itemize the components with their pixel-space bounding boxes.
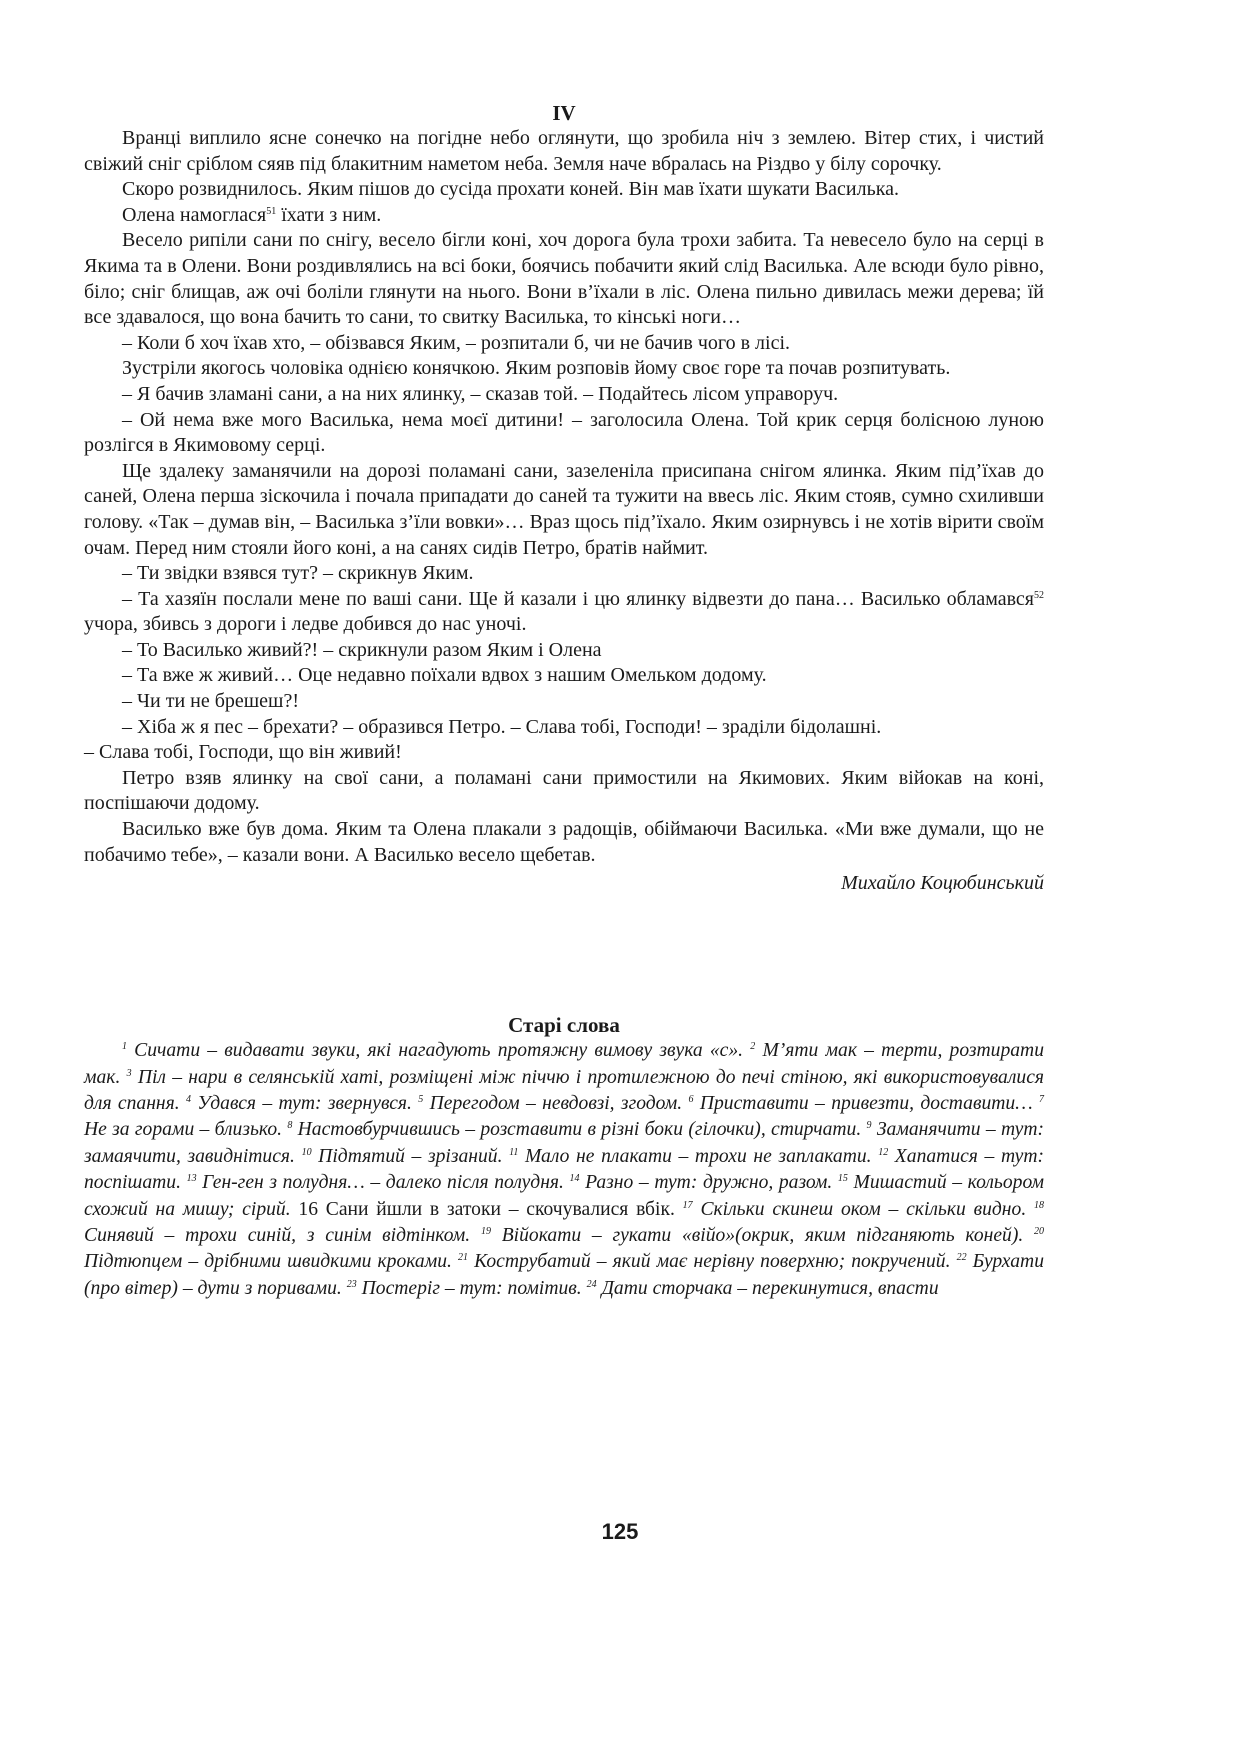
glossary-entry: Підтятий – зрізаний. [311,1145,510,1167]
glossary-entry: Дати сторчака – перекинутися, впасти [596,1277,939,1299]
glossary-text [84,1038,1044,1302]
paragraph-text: учора, збивсь з дороги і ледве добився до нас уночі. [84,613,527,636]
glossary-entry: Підтюпцем – дрібними швидкими кроками. [84,1251,459,1273]
glossary-entry: Постеріг – тут: помітив. [356,1277,587,1299]
glossary-number: 13 [186,1173,197,1185]
glossary-entry: Мишастий – кольором схожий на мишу; сірий. [84,1172,1044,1220]
glossary-number: 15 [837,1173,848,1185]
glossary-number: 2 [750,1041,756,1053]
paragraph-text: – Та хазяїн послали мене по ваші сани. Ще й казали і цю ялинку відвезти до пана… Василько обламався [122,587,1034,610]
glossary-entry: Хапатися – тут: поспішати. [84,1145,1044,1194]
author-signature: Михайло Коцюбинський [841,872,1044,895]
paragraph: – Чи ти не брешеш?! [122,690,299,713]
glossary-heading: Старі слова [508,1013,620,1038]
paragraph: – То Василько живий?! – скрикнули разом Яким і Олена [122,638,602,661]
glossary-number: 11 [509,1146,519,1158]
paragraph: Василько вже був дома. Яким та Олена плакали з радощів, обіймаючи Василька. «Ми вже думали, що не побачимо тебе», – казали вони. А Василько весело щебетав. [84,818,1044,866]
glossary-number: 20 [1034,1226,1045,1238]
glossary-entry: Сичати – видавати звуки, які нагадують протяжну вимову звука «с». [127,1040,751,1062]
glossary-entry: Разно – тут: дружно, разом. [579,1172,838,1194]
paragraph: Зустріли якогось чоловіка однією конячкою. Яким розповів йому своє горе та почав розпитувать. [122,357,951,380]
glossary-entry: Синявий – трохи синій, з синім відтінком. [84,1225,481,1247]
glossary-entry: Війокати – гукати «війо»(окрик, яким підганяють коней). [490,1225,1035,1247]
glossary-entry: Піл – нари в селянській хаті, розміщені між піччю і протилежною до печі стіною, які використовувалися для спання. [84,1066,1044,1115]
glossary-number: 9 [866,1120,872,1132]
paragraph: – Я бачив зламані сани, а на них ялинку, – сказав той. – Подайтесь лісом управоруч. [122,382,839,405]
book-page [84,100,1044,1302]
glossary-number: 22 [956,1252,967,1264]
paragraph: Скоро розвиднилось. Яким пішов до сусіда прохати коней. Він мав їхати шукати Василька. [122,178,900,201]
glossary-entry: Скільки скинеш оком – скільки видно. [692,1198,1034,1220]
glossary-number: 1 [122,1041,127,1053]
paragraph: Петро взяв ялинку на свої сани, а поламані сани примостили на Якимових. Яким війокав на коні, поспішаючи додому. [84,766,1044,815]
paragraph: – Коли б хоч їхав хто, – обізвався Яким, – розпитали б, чи не бачив чого в лісі. [122,331,790,354]
glossary-entry: Кострубатий – який має нерівну поверхню; покручений. [468,1251,957,1273]
paragraph: Ще здалеку заманячили на дорозі поламані сани, зазеленіла присипана снігом ялинка. Яким під’їхав до саней, Олена перша зіскочила і почала припадати до саней та тужити на ввесь ліс. Яким стояв, сумно схиливши голову. «Так – думав він, – Василька з’їли вовки»… Враз щось під’їхало. Яким озирнувсь і не хотів вірити своїм очам. Перед ним стояли його коні, а на санях сидів Петро, братів наймит. [84,459,1044,559]
paragraph-text: їхати з ним. [276,203,382,226]
story-text [84,126,1044,868]
glossary-number: 10 [301,1146,312,1158]
glossary-entry: Настовбурчившись – розставити в різні боки (гілочки), стирчати. [292,1119,867,1141]
glossary-number: 7 [1038,1094,1044,1106]
glossary-number: 4 [186,1094,191,1106]
paragraph: – Хіба ж я пес – брехати? – образився Петро. – Слава тобі, Господи! – зраділи бідолашні. [122,715,882,738]
chapter-heading: IV [552,101,576,125]
glossary-number: 14 [569,1173,580,1185]
paragraph [84,203,1044,229]
glossary-entry: Приставити – привезти, доставити… [693,1093,1039,1115]
glossary-entry: Перегодом – невдовзі, згодом. [423,1093,689,1115]
paragraph: Весело рипіли сани по снігу, весело бігли коні, хоч дорога була трохи забита. Та невесело було на серці в Якима та в Олени. Вони роздивлялись на всі боки, боячись побачити який слід Василька. Але всюди було рівно, біло; сніг блищав, аж очі боліли глянути на нього. Вони в’їхали в ліс. Олена пильно дивилась межи дерева; їй все здавалося, що вона бачить то сани, то свитку Василька, то кінські ноги… [84,229,1044,329]
glossary-number: 12 [878,1146,889,1158]
glossary-entry: Ген-ген з полудня… – далеко після полудня. [196,1172,570,1194]
paragraph: Вранці виплило ясне сонечко на погідне небо оглянути, що зробила ніч з землею. Вітер стих, і чистий свіжий сніг сріблом сяяв під блакитним наметом неба. Земля наче вбралась на Різдво у білу сорочку. [84,127,1044,175]
glossary-number: 18 [1034,1199,1044,1211]
glossary-number: 21 [458,1252,469,1264]
glossary-entry: Заманячити – тут: замаячити, завиднітися. [84,1119,1045,1167]
glossary-number: 5 [418,1094,424,1106]
footnote-ref: 52 [1034,589,1044,601]
footnote-ref: 51 [266,205,277,217]
glossary-entry: Мало не плакати – трохи не заплакати. [518,1145,879,1167]
glossary-entry: М’яти мак – терти, розтирати мак. [84,1040,1044,1088]
paragraph: – Та вже ж живий… Оце недавно поїхали вдвох з нашим Омельком додому. [122,664,767,687]
glossary-number: 3 [126,1067,132,1079]
glossary-entry: Удався – тут: звернувся. [191,1093,419,1115]
paragraph: – Ой нема вже мого Василька, нема моєї дитини! – заголосила Олена. Той крик серця болісною луною розлігся в Якимовому серці. [84,408,1044,457]
glossary-number: 24 [586,1278,597,1290]
glossary-number: 19 [480,1226,491,1238]
glossary-number: 23 [346,1278,357,1290]
glossary-entry: Не за горами – близько. [84,1119,288,1141]
paragraph-text: Олена намоглася [122,203,267,226]
glossary-entry: 16 Сани йшли в затоки – скочувалися вбік. [298,1198,683,1220]
paragraph: – Ти звідки взявся тут? – скрикнув Яким. [122,562,474,585]
paragraph: – Слава тобі, Господи, що він живий! [84,741,402,764]
glossary-number: 8 [287,1120,293,1132]
page-number: 125 [601,1519,639,1544]
glossary-number: 6 [688,1094,694,1106]
glossary-number: 17 [682,1199,693,1211]
paragraph [84,587,1044,638]
glossary-entry: Бурхати (про вітер) – дути з поривами. [84,1251,1044,1299]
